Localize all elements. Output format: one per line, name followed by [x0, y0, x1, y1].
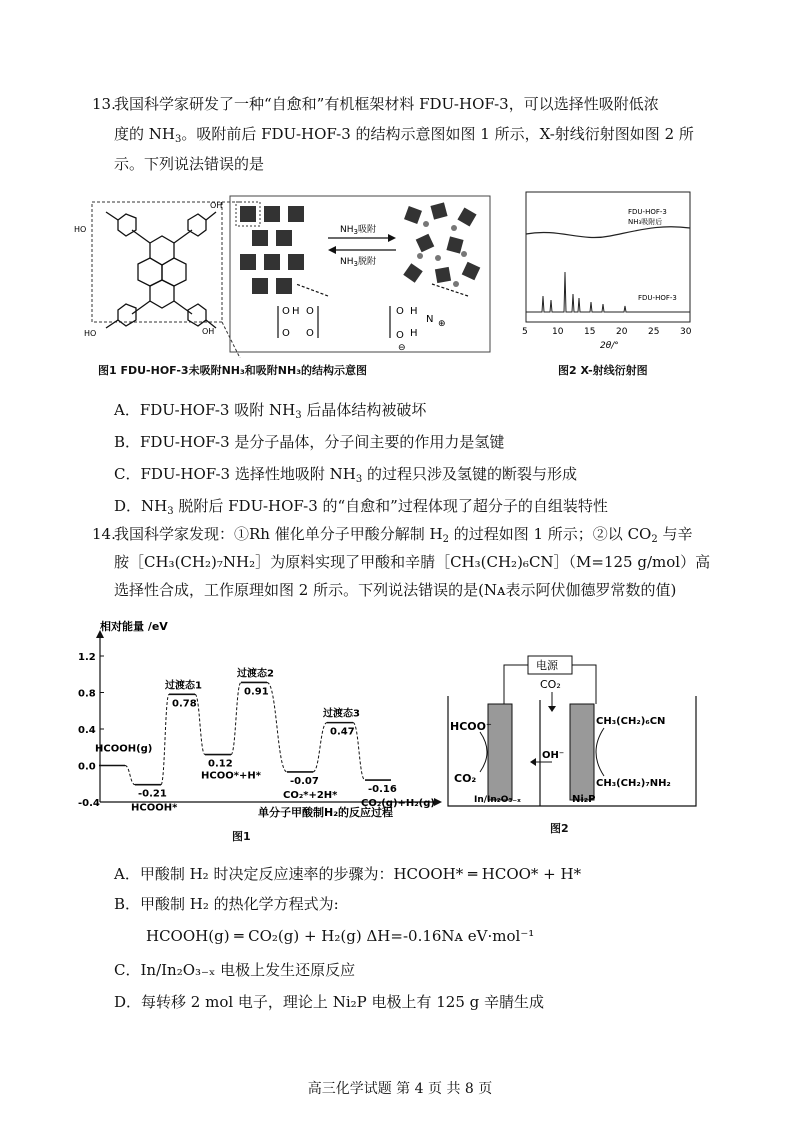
- n-label: N: [426, 314, 434, 325]
- q13-fig1-caption: 图1 FDU-HOF-3未吸附NH₃和吸附NH₃的结构示意图: [98, 364, 368, 377]
- q14-number: 14.: [92, 525, 116, 543]
- energy-value-label: 0.78: [172, 698, 197, 710]
- q14-line3: 选择性合成，工作原理如图 2 所示。下列说法错误的是(Nᴀ表示阿伏伽德罗常数的值): [114, 581, 677, 599]
- energy-xlabel: 单分子甲酸制H₂的反应过程: [258, 806, 394, 819]
- xrd-xlabel: 2θ/°: [600, 341, 619, 351]
- q13-fig2-xrd: [520, 188, 700, 358]
- h-label-3: H: [410, 328, 418, 339]
- left-electrode-label: In/In₂O₃₋ₓ: [474, 795, 521, 805]
- q13-option-b: B．FDU-HOF-3 是分子晶体，分子间主要的作用力是氢键: [114, 433, 505, 451]
- energy-value-label: -0.07: [290, 775, 319, 787]
- svg-text:15: 15: [584, 327, 596, 337]
- svg-text:10: 10: [552, 327, 564, 337]
- xrd-curve-adsorbed: [526, 227, 690, 238]
- q14-option-c: C．In/In₂O₃₋ₓ 电极上发生还原反应: [114, 961, 356, 979]
- energy-state-label: 过渡态1: [165, 680, 202, 692]
- nitrile-label: CH₃(CH₂)₆CN: [596, 716, 666, 727]
- o-label-4: O: [306, 328, 314, 339]
- svg-text:30: 30: [680, 327, 692, 337]
- molecule-drawing: [106, 212, 216, 328]
- energy-connector: [313, 723, 327, 772]
- power-label: 电源: [536, 659, 558, 672]
- svg-text:5: 5: [522, 327, 528, 337]
- lattice-after: [403, 202, 480, 283]
- oh-label-1: OH: [210, 201, 223, 210]
- minus-sign: ⊖: [398, 343, 406, 353]
- h-label-2: H: [410, 306, 418, 317]
- oh-label-2: OH: [202, 327, 215, 336]
- xrd-xticks: [522, 327, 692, 337]
- energy-state-label: 过渡态2: [237, 668, 274, 680]
- q13-option-d: D．$NH_3$ 脱附后 FDU-HOF-3 的“自愈和”过程体现了超分子的自组装特性: [114, 497, 608, 517]
- energy-state-label: HCOOH*: [131, 802, 178, 814]
- energy-connector: [267, 682, 287, 771]
- hcoo-label: HCOO⁻: [450, 720, 492, 733]
- o-label-6: O: [396, 330, 404, 341]
- q13-option-c: C．FDU-HOF-3 选择性地吸附 $NH_3$ 的过程只涉及氢键的断裂与形成: [114, 465, 577, 485]
- q13-line2: 度的 $NH_3$。吸附前后 FDU-HOF-3 的结构示意图如图 1 所示，X-射线衍射图如图 2 所: [114, 125, 694, 145]
- q14-option-d: D．每转移 2 mol 电子，理论上 Ni₂P 电极上有 125 g 辛腈生成: [114, 993, 545, 1011]
- q14-fig1-caption: 图1: [232, 830, 251, 843]
- energy-connector: [125, 766, 135, 785]
- q13-number: 13.: [92, 95, 116, 113]
- o-label-5: O: [396, 306, 404, 317]
- svg-text:20: 20: [616, 327, 628, 337]
- energy-ytick-label: 0.4: [78, 725, 96, 736]
- energy-connector: [231, 682, 241, 754]
- energy-state-label: CO₂(g)+H₂(g): [361, 798, 435, 810]
- co2-top-label: CO₂: [540, 678, 561, 691]
- q13-option-a: A．FDU-HOF-3 吸附 $NH_3$ 后晶体结构被破坏: [114, 401, 427, 421]
- oh-label: OH⁻: [542, 750, 565, 761]
- energy-state-label: 过渡态3: [323, 708, 360, 720]
- lattice-before: [240, 206, 304, 294]
- energy-ylabel: 相对能量 /eV: [100, 620, 168, 633]
- q14-line1: 我国科学家发现：①Rh 催化单分子甲酸分解制 $H_2$ 的过程如图 1 所示；②以 $CO_2$ 与辛: [114, 525, 693, 545]
- amine-label: CH₃(CH₂)₇NH₂: [596, 778, 671, 789]
- energy-connector: [161, 694, 169, 784]
- energy-ytick-label: -0.4: [78, 798, 100, 809]
- o-label-2: O: [306, 306, 314, 317]
- co2-left-label: CO₂: [454, 772, 477, 785]
- energy-state-label: CO₂*+2H*: [283, 789, 338, 801]
- q14-fig2-caption: 图2: [550, 822, 569, 835]
- ho-label-1: HO: [74, 225, 87, 234]
- plus-sign: ⊕: [438, 319, 446, 329]
- energy-state-label: HCOOH(g): [95, 743, 153, 755]
- q14-option-a: A．甲酸制 H₂ 时决定反应速率的步骤为：HCOOH* ═ HCOO* + H*: [114, 865, 582, 883]
- h-label-1: H: [292, 306, 300, 317]
- xrd-curve-original: [526, 272, 690, 312]
- o-label-1: O: [282, 306, 290, 317]
- energy-connector: [353, 723, 365, 780]
- energy-ytick-label: 0.0: [78, 761, 96, 773]
- q13-line1: 我国科学家研发了一种“自愈和”有机框架材料 FDU-HOF-3，可以选择性吸附低浓: [114, 95, 659, 113]
- energy-ytick-label: 1.2: [78, 652, 96, 663]
- q13-line3: 示。下列说法错误的是: [114, 155, 265, 173]
- q14-option-b-equation: HCOOH(g) ═ CO₂(g) + H₂(g) ΔH=-0.16Nᴀ eV·mol⁻¹: [146, 927, 535, 945]
- o-label-3: O: [282, 328, 290, 339]
- q14-line2: 胺［CH₃(CH₂)₇NH₂］为原料实现了甲酸和辛腈［CH₃(CH₂)₆CN］（M=125 g/mol）高: [114, 553, 711, 571]
- svg-text:25: 25: [648, 327, 660, 337]
- x-axis-arrow: [434, 798, 442, 806]
- energy-value-label: 0.91: [244, 686, 269, 698]
- energy-levels: [95, 666, 435, 813]
- q14-fig1-energy-chart: [78, 616, 450, 830]
- q14-option-b: B．甲酸制 H₂ 的热化学方程式为:: [114, 895, 339, 913]
- arrow-top-label: $NH_3$吸附: [340, 225, 376, 236]
- energy-value-label: 0.47: [330, 726, 355, 738]
- q14-fig2-cell: [444, 652, 700, 812]
- q13-fig2-caption: 图2 X-射线衍射图: [558, 364, 648, 377]
- xrd-label-top2: NH₃吸附后: [628, 218, 663, 226]
- energy-ytick-label: 0.8: [78, 688, 96, 700]
- left-electrode: [488, 704, 512, 800]
- energy-value-label: -0.21: [138, 788, 167, 800]
- energy-value-label: 0.12: [208, 758, 233, 770]
- right-electrode: [570, 704, 594, 800]
- energy-state-label: HCOO*+H*: [201, 770, 261, 782]
- page-footer: 高三化学试题 第 4 页 共 8 页: [307, 1081, 493, 1097]
- xrd-label-top1: FDU-HOF-3: [628, 208, 667, 216]
- right-electrode-label: Ni₂P: [572, 794, 596, 805]
- arrow-bottom-label: $NH_3$脱附: [340, 257, 376, 268]
- xrd-label-bottom: FDU-HOF-3: [638, 294, 677, 302]
- energy-value-label: -0.16: [368, 784, 397, 796]
- q13-fig1-structure: [70, 188, 510, 358]
- ho-label-2: HO: [84, 329, 97, 338]
